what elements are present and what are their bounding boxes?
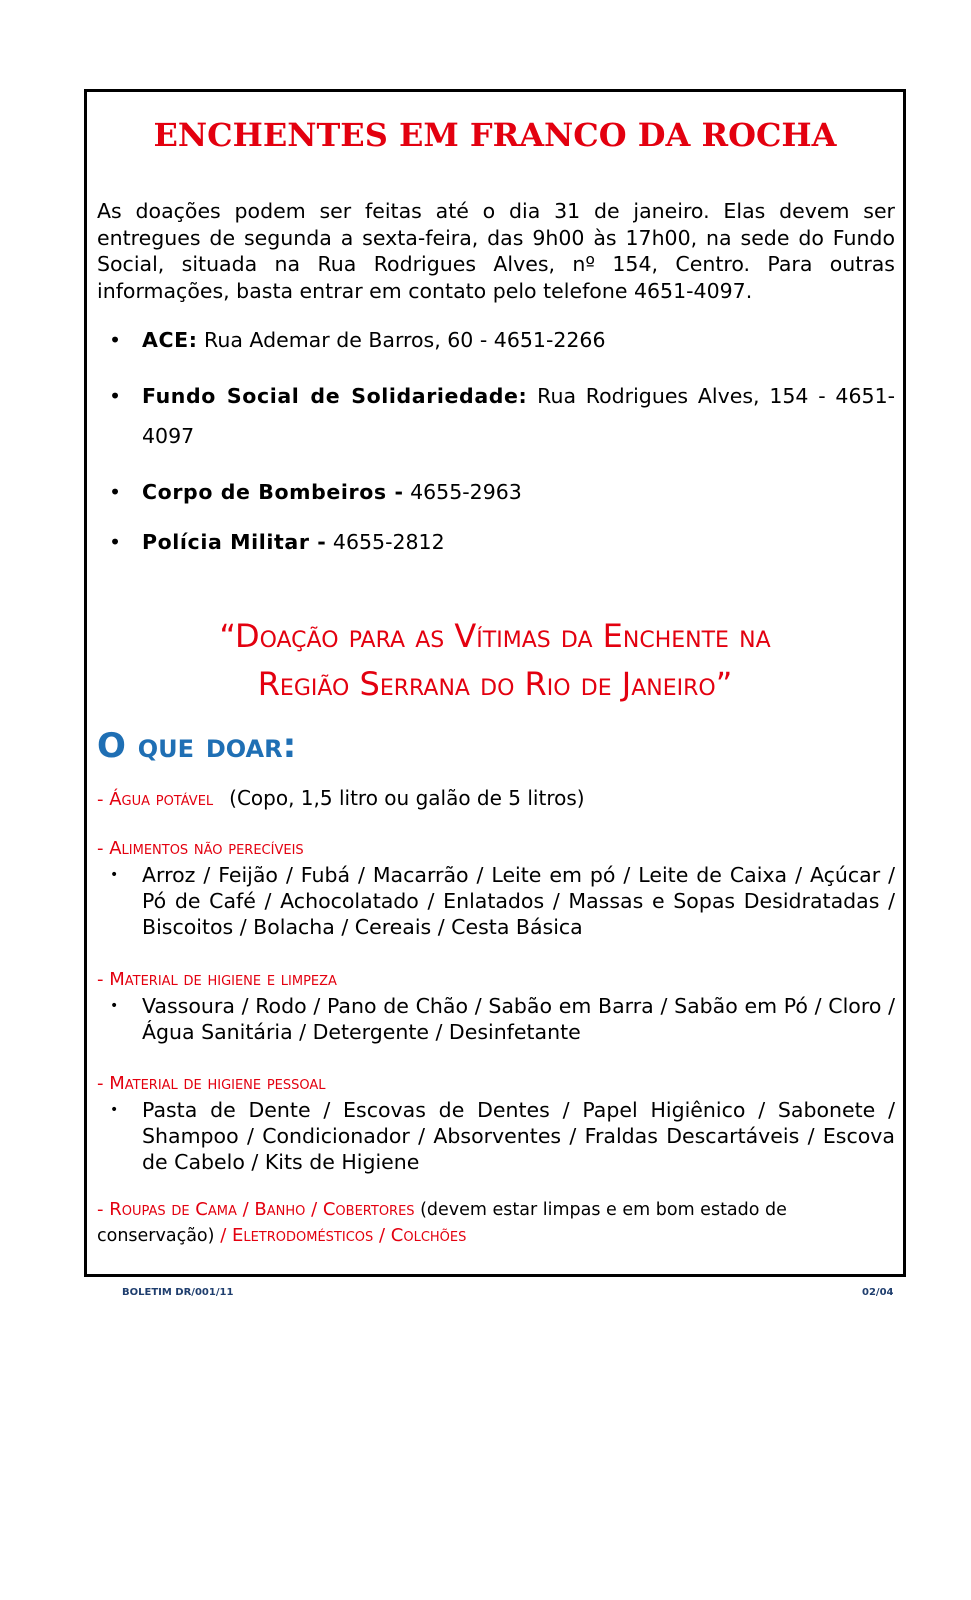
- campaign-line-1: “Doação para as Vítimas da Enchente na: [219, 617, 771, 655]
- category-label: - Água potável: [97, 789, 214, 810]
- category-cleaning: - Material de higiene e limpeza: [97, 969, 337, 990]
- food-items: Arroz / Feijão / Fubá / Macarrão / Leite em pó / Leite de Caixa / Açúcar / Pó de Café / Achocolatado / Enlatados / Massas e Sopas Desidratadas / Biscoitos / Bolacha / Cereais / Cesta Básica: [142, 863, 895, 939]
- contact-item: [97, 320, 895, 360]
- category-extra: / Eletrodomésticos / Colchões: [214, 1225, 467, 1246]
- cleaning-list: [97, 993, 895, 1045]
- category-note: (Copo, 1,5 litro ou galão de 5 litros): [229, 786, 585, 810]
- category-note: (devem estar limpas e em bom estado de conservação): [97, 1200, 787, 1246]
- page-title: ENCHENTES EM FRANCO DA ROCHA: [153, 116, 837, 154]
- contact-detail: 4655-2812: [326, 530, 445, 554]
- category-water: [97, 786, 895, 810]
- contact-detail: Rua Rodrigues Alves, 154 - 4651-4097: [142, 384, 896, 448]
- category-bedding: [97, 1197, 895, 1249]
- campaign-line-2: Região Serrana do Rio de Janeiro”: [257, 665, 733, 703]
- campaign-heading: [87, 612, 903, 708]
- contact-item: [97, 522, 895, 562]
- page-number: 02/04: [862, 1287, 894, 1298]
- bullet-icon: •: [109, 384, 122, 408]
- personal-items: Pasta de Dente / Escovas de Dentes / Papel Higiênico / Sabonete / Shampoo / Condicionador / Absorventes / Fraldas Descartáveis / Escova de Cabelo / Kits de Higiene: [142, 1098, 895, 1174]
- what-to-donate-heading: O que doar:: [97, 726, 297, 766]
- cleaning-items: Vassoura / Rodo / Pano de Chão / Sabão em Barra / Sabão em Pó / Cloro / Água Sanitária / Detergente / Desinfetante: [142, 994, 895, 1044]
- intro-paragraph: As doações podem ser feitas até o dia 31 de janeiro. Elas devem ser entregues de segunda a sexta-feira, das 9h00 às 17h00, na sede do Fundo Social, situada na Rua Rodrigues Alves, nº 154, Centro. Para outras informações, basta entrar em contato pelo telefone 4651-4097.: [97, 199, 895, 303]
- category-label: - Roupas de Cama / Banho / Cobertores: [97, 1199, 415, 1220]
- bullet-icon: •: [110, 998, 119, 1014]
- bulletin-code: BOLETIM DR/001/11: [122, 1287, 234, 1298]
- bullet-icon: •: [109, 328, 122, 352]
- bullet-icon: •: [110, 1102, 119, 1118]
- bullet-icon: •: [110, 867, 119, 883]
- document-frame: [84, 89, 906, 1277]
- contact-detail: Rua Ademar de Barros, 60 - 4651-2266: [197, 328, 606, 352]
- contact-name: Fundo Social de Solidariedade:: [142, 384, 528, 408]
- list-item: [97, 993, 895, 1045]
- bullet-icon: •: [109, 480, 122, 504]
- bullet-icon: •: [109, 530, 122, 554]
- contact-name: ACE:: [142, 328, 198, 352]
- category-food: - Alimentos não perecíveis: [97, 838, 304, 859]
- list-item: [97, 1097, 895, 1175]
- contact-item: [97, 472, 895, 512]
- contact-list: [97, 320, 895, 562]
- food-list: [97, 862, 895, 940]
- personal-list: [97, 1097, 895, 1175]
- category-personal: - Material de higiene pessoal: [97, 1073, 326, 1094]
- list-item: [97, 862, 895, 940]
- contact-name: Polícia Militar -: [142, 530, 327, 554]
- contact-detail: 4655-2963: [403, 480, 522, 504]
- contact-item: [97, 376, 895, 456]
- contact-name: Corpo de Bombeiros -: [142, 480, 404, 504]
